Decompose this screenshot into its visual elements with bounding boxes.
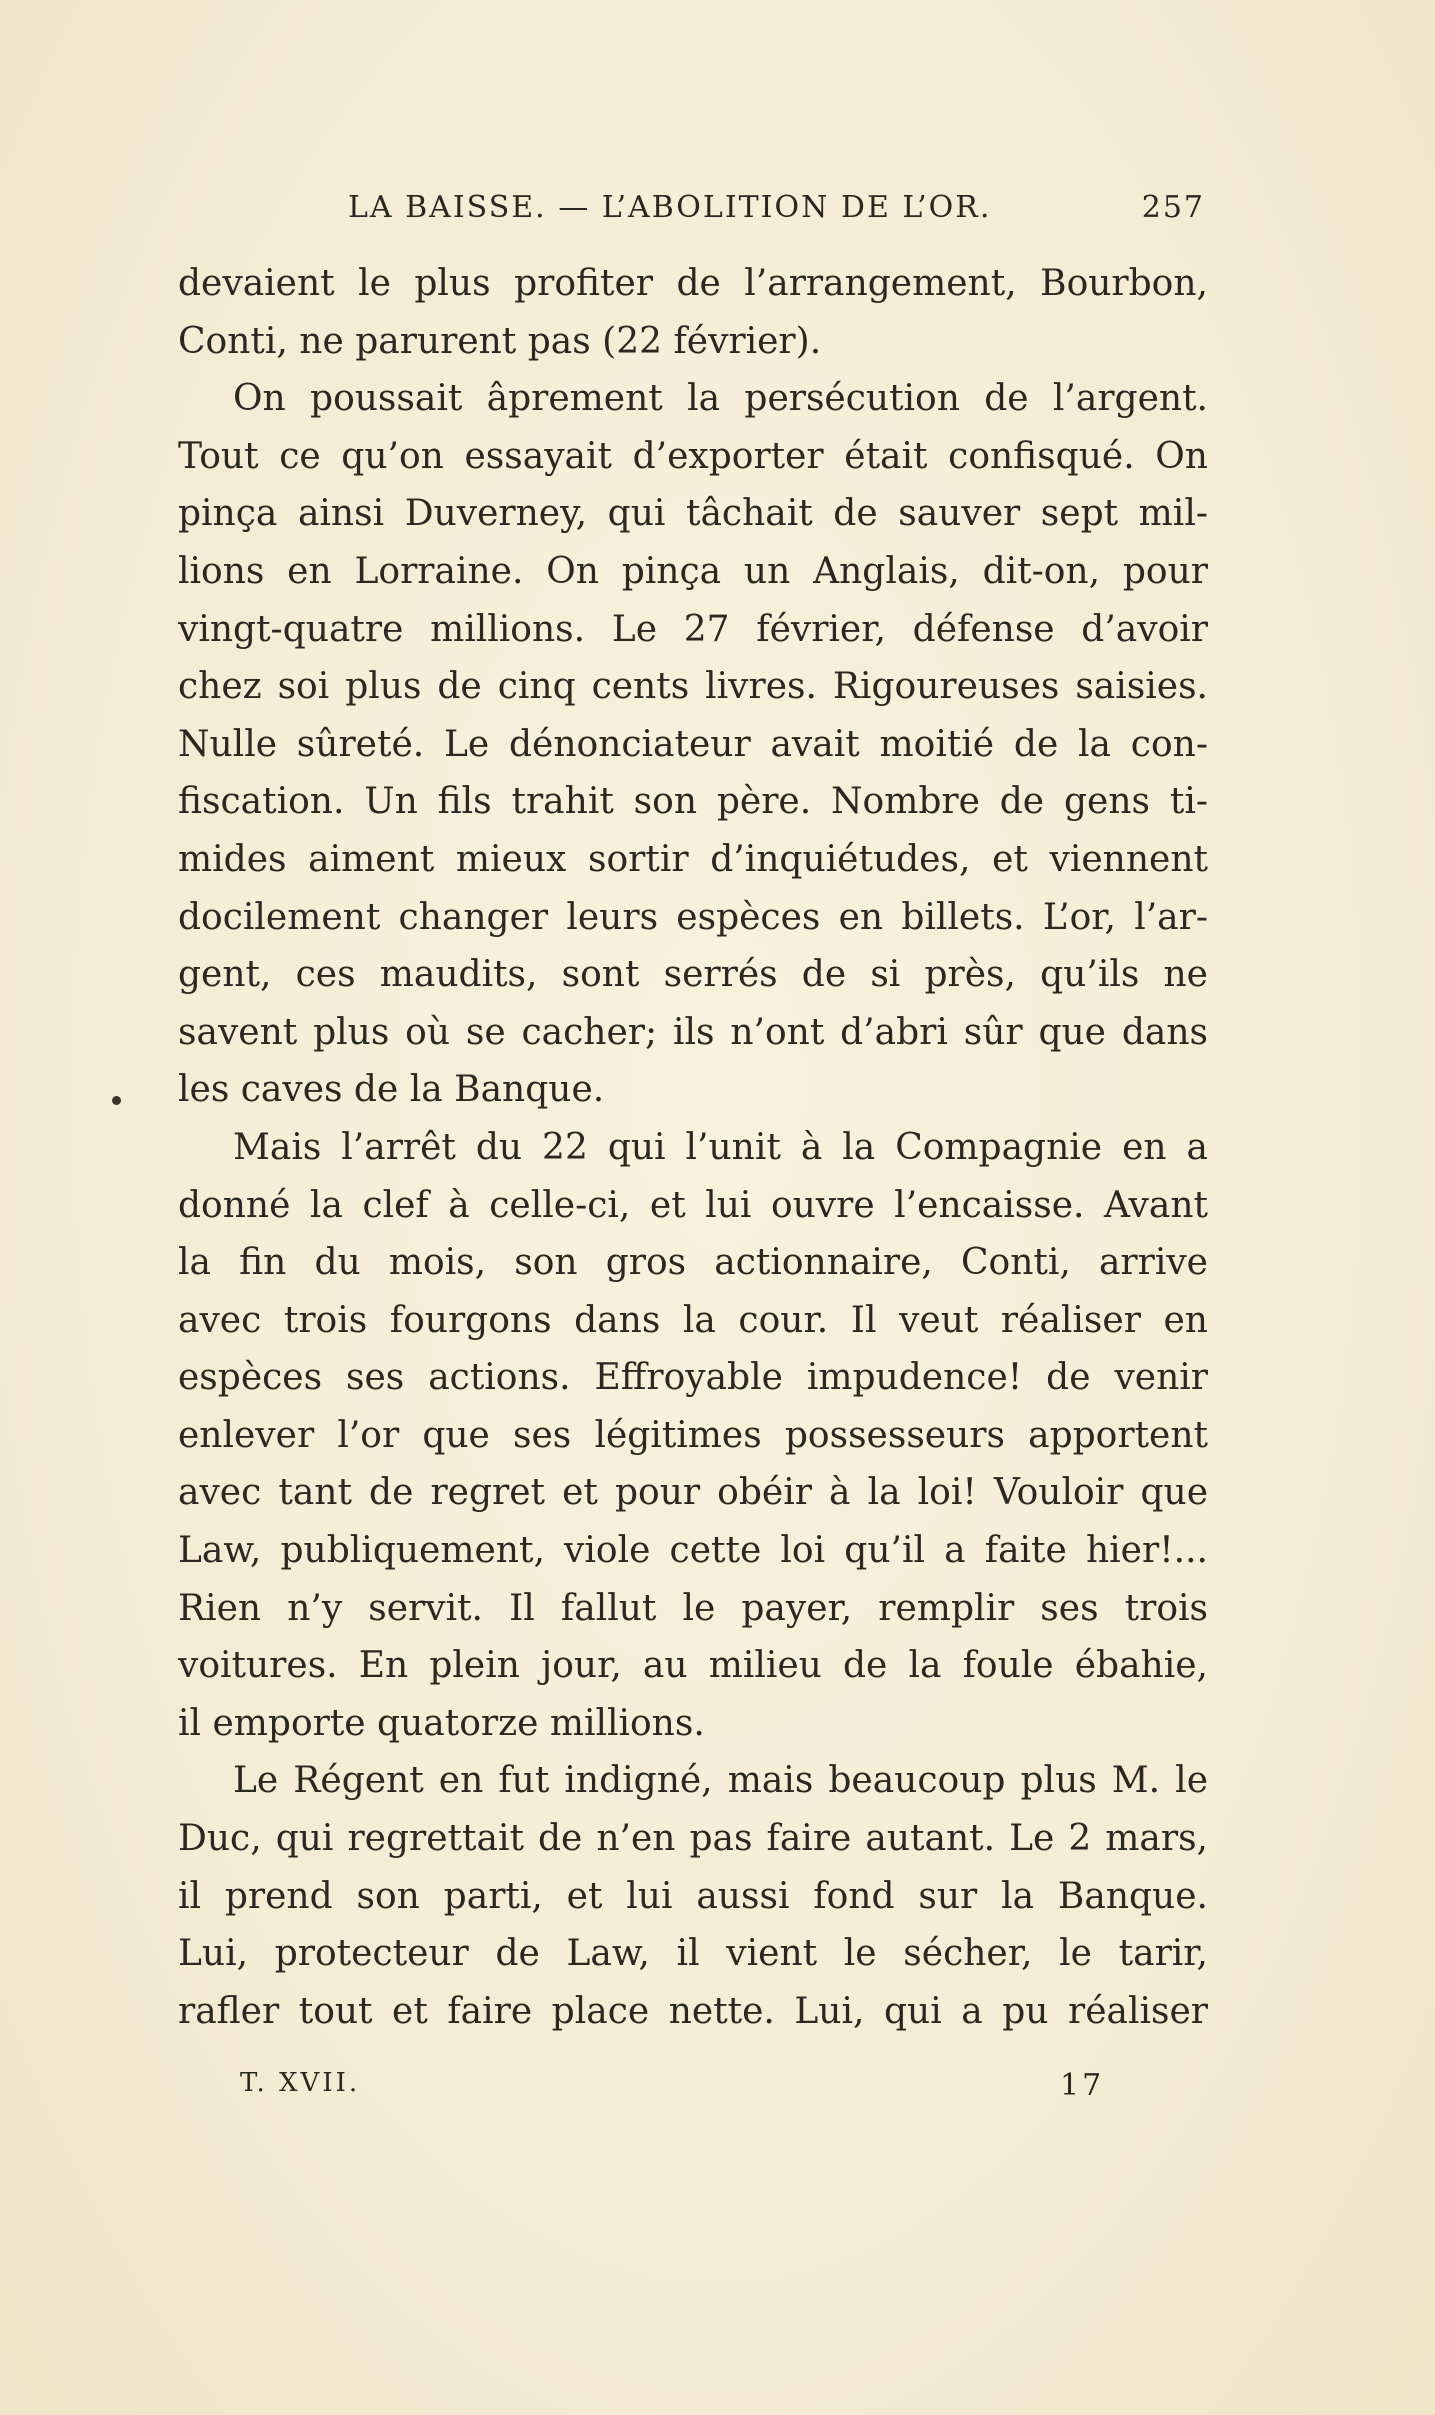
page-footer [240,2068,1105,2108]
text-line: rafler tout et faire place nette. Lui, qui a pu réaliser [178,1990,1208,2032]
text-line: savent plus où se cacher; ils n’ont d’abri sûr que dans [178,1011,1208,1053]
text-line: Duc, qui regrettait de n’en pas faire autant. Le 2 mars, [178,1818,1208,1860]
text-line: avec trois fourgons dans la cour. Il veut réaliser en [178,1299,1208,1341]
text-line: lions en Lorraine. On pinça un Anglais, dit-on, pour [178,550,1208,592]
text-line: vingt-quatre millions. Le 27 février, défense d’avoir [178,608,1208,650]
margin-mark [112,1096,121,1105]
text-line: espèces ses actions. Effroyable impudence! de venir [178,1357,1208,1399]
paragraph [178,370,1208,1119]
paragraph [178,1119,1208,1753]
paragraph [178,1752,1208,2040]
running-head-title: LA BAISSE. — L’ABOLITION DE L’OR. [348,190,992,225]
paragraph [178,255,1208,370]
text-line: voitures. En plein jour, au milieu de la foule ébahie, [178,1645,1208,1687]
text-line: chez soi plus de cinq cents livres. Rigoureuses saisies. [178,666,1208,708]
text-line: Rien n’y servit. Il fallut le payer, remplir ses trois [178,1587,1208,1629]
volume-signature: T. XVII. [240,2068,361,2098]
text-line: Nulle sûreté. Le dénonciateur avait moitié de la con- [178,723,1208,765]
text-line: Lui, protecteur de Law, il vient le sécher, le tarir, [178,1933,1208,1975]
body-text [178,255,1208,2040]
text-line: devaient le plus profiter de l’arrangement, Bourbon, [178,263,1208,304]
text-line: Mais l’arrêt du 22 qui l’unit à la Compagnie en a [233,1126,1208,1168]
text-line: Tout ce qu’on essayait d’exporter était confisqué. On [178,435,1208,477]
text-line: la fin du mois, son gros actionnaire, Conti, arrive [178,1242,1208,1284]
text-line: mides aiment mieux sortir d’inquiétudes, et viennent [178,838,1208,880]
text-line: les caves de la Banque. [178,1069,605,1111]
page-number: 257 [1141,190,1205,225]
text-line: fiscation. Un fils trahit son père. Nombre de gens ti- [178,781,1208,823]
text-line: Le Régent en fut indigné, mais beaucoup plus M. le [233,1760,1208,1802]
gathering-signature: 17 [1060,2068,1105,2103]
running-head [180,190,1205,240]
text-line: donné la clef à celle-ci, et lui ouvre l’encaisse. Avant [178,1184,1208,1226]
text-line: il emporte quatorze millions. [178,1702,705,1744]
text-line: Law, publiquement, viole cette loi qu’il a faite hier!... [178,1530,1208,1572]
text-line: pinça ainsi Duverney, qui tâchait de sauver sept mil- [178,493,1208,535]
text-line: docilement changer leurs espèces en billets. L’or, l’ar- [178,896,1208,938]
text-line: enlever l’or que ses légitimes possesseurs apportent [178,1414,1208,1456]
text-line: avec tant de regret et pour obéir à la loi! Vouloir que [178,1472,1208,1514]
text-line: il prend son parti, et lui aussi fond sur la Banque. [178,1875,1208,1917]
text-line: On poussait âprement la persécution de l’argent. [233,378,1208,420]
text-line: Conti, ne parurent pas (22 février). [178,320,822,362]
text-line: gent, ces maudits, sont serrés de si près, qu’ils ne [178,954,1208,996]
